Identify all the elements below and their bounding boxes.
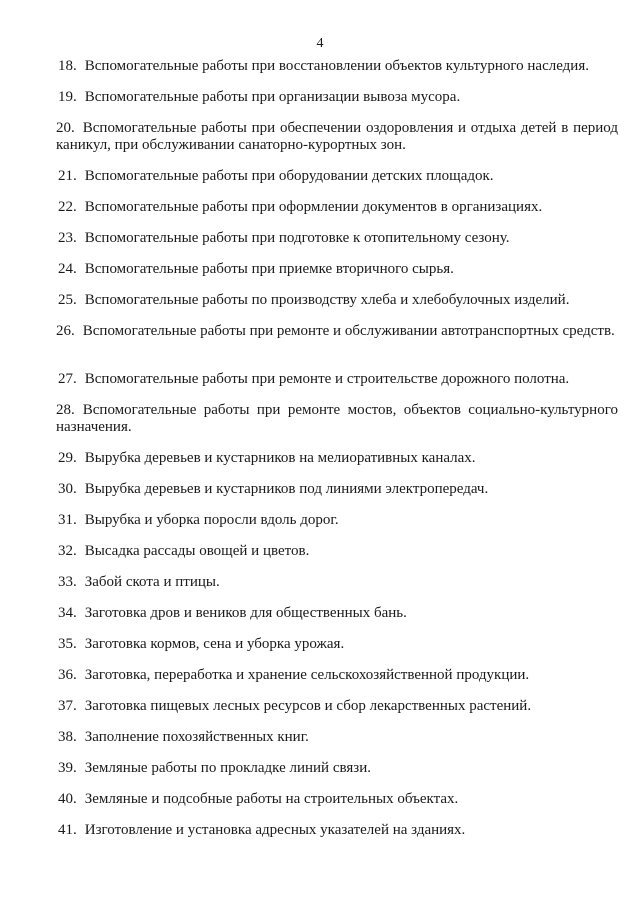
- item-text: Земляные работы по прокладке линий связи.: [84, 760, 371, 776]
- list-item: [58, 89, 618, 120]
- item-text: Вспомогательные работы при восстановлении объектов культурного наследия.: [84, 58, 589, 74]
- item-text: Заготовка пищевых лесных ресурсов и сбор лекарственных растений.: [84, 698, 532, 714]
- item-text: Вспомогательные работы при оформлении документов в организациях.: [84, 199, 543, 215]
- list-item: [58, 822, 618, 853]
- item-number: 40.: [58, 791, 77, 807]
- list-item: [58, 58, 618, 89]
- item-text: Заготовка, переработка и хранение сельскохозяйственной продукции.: [84, 667, 530, 683]
- item-number: 29.: [58, 450, 77, 466]
- item-number: 39.: [58, 760, 77, 776]
- item-number: 32.: [58, 543, 77, 559]
- item-text: Вспомогательные работы при ремонте и обслуживании автотранспортных средств.: [82, 323, 615, 339]
- item-text: Вырубка деревьев и кустарников на мелиоративных каналах.: [84, 450, 476, 466]
- list-item: [58, 261, 618, 292]
- item-text: Высадка рассады овощей и цветов.: [84, 543, 310, 559]
- item-number: 33.: [58, 574, 77, 590]
- item-text: Вспомогательные работы при подготовке к отопительному сезону.: [84, 230, 510, 246]
- item-text: Вырубка деревьев и кустарников под линиями электропередач.: [84, 481, 489, 497]
- item-text: Изготовление и установка адресных указателей на зданиях.: [84, 822, 466, 838]
- list-item: [58, 636, 618, 667]
- item-number: 20.: [56, 120, 75, 136]
- item-text: Вспомогательные работы при приемке вторичного сырья.: [84, 261, 454, 277]
- item-number: 36.: [58, 667, 77, 683]
- list-item: [56, 323, 618, 371]
- list-item: [58, 574, 618, 605]
- item-number: 18.: [58, 58, 77, 74]
- item-text: Вспомогательные работы при ремонте и строительстве дорожного полотна.: [84, 371, 570, 387]
- item-number: 38.: [58, 729, 77, 745]
- list-item: [58, 605, 618, 636]
- item-number: 31.: [58, 512, 77, 528]
- item-number: 41.: [58, 822, 77, 838]
- list-item: [58, 512, 618, 543]
- item-text: Вспомогательные работы при обеспечении оздоровления и отдыха детей в период каникул, при обслуживании санаторно-курортных зон.: [56, 120, 618, 153]
- list-item: [58, 543, 618, 574]
- item-number: 34.: [58, 605, 77, 621]
- list-item: [58, 450, 618, 481]
- list-item: [56, 402, 618, 450]
- list-item: [58, 481, 618, 512]
- item-number: 22.: [58, 199, 77, 215]
- item-number: 21.: [58, 168, 77, 184]
- list-item: [58, 230, 618, 261]
- item-number: 30.: [58, 481, 77, 497]
- list-item: [58, 791, 618, 822]
- item-text: Вспомогательные работы при организации вывоза мусора.: [84, 89, 461, 105]
- list-item: [58, 698, 618, 729]
- item-number: 26.: [56, 323, 75, 339]
- item-number: 25.: [58, 292, 77, 308]
- item-text: Забой скота и птицы.: [84, 574, 220, 590]
- item-text: Вспомогательные работы по производству хлеба и хлебобулочных изделий.: [84, 292, 570, 308]
- page-number: 4: [316, 36, 324, 51]
- item-number: 27.: [58, 371, 77, 387]
- item-number: 37.: [58, 698, 77, 714]
- item-number: 28.: [56, 402, 75, 418]
- list-item: [58, 371, 618, 402]
- work-list: [58, 58, 618, 853]
- item-number: 35.: [58, 636, 77, 652]
- list-item: [58, 292, 618, 323]
- item-text: Вспомогательные работы при оборудовании детских площадок.: [84, 168, 494, 184]
- item-text: Заполнение похозяйственных книг.: [84, 729, 309, 745]
- list-item: [58, 760, 618, 791]
- item-number: 23.: [58, 230, 77, 246]
- list-item: [58, 168, 618, 199]
- item-number: 19.: [58, 89, 77, 105]
- item-text: Вырубка и уборка поросли вдоль дорог.: [84, 512, 339, 528]
- list-item: [58, 729, 618, 760]
- item-text: Земляные и подсобные работы на строительных объектах.: [84, 791, 459, 807]
- item-text: Вспомогательные работы при ремонте мостов, объектов социально-культурного назначения.: [56, 402, 618, 435]
- list-item: [58, 667, 618, 698]
- item-text: Заготовка кормов, сена и уборка урожая.: [84, 636, 345, 652]
- list-item: [56, 120, 618, 168]
- list-item: [58, 199, 618, 230]
- item-number: 24.: [58, 261, 77, 277]
- item-text: Заготовка дров и веников для общественных бань.: [84, 605, 407, 621]
